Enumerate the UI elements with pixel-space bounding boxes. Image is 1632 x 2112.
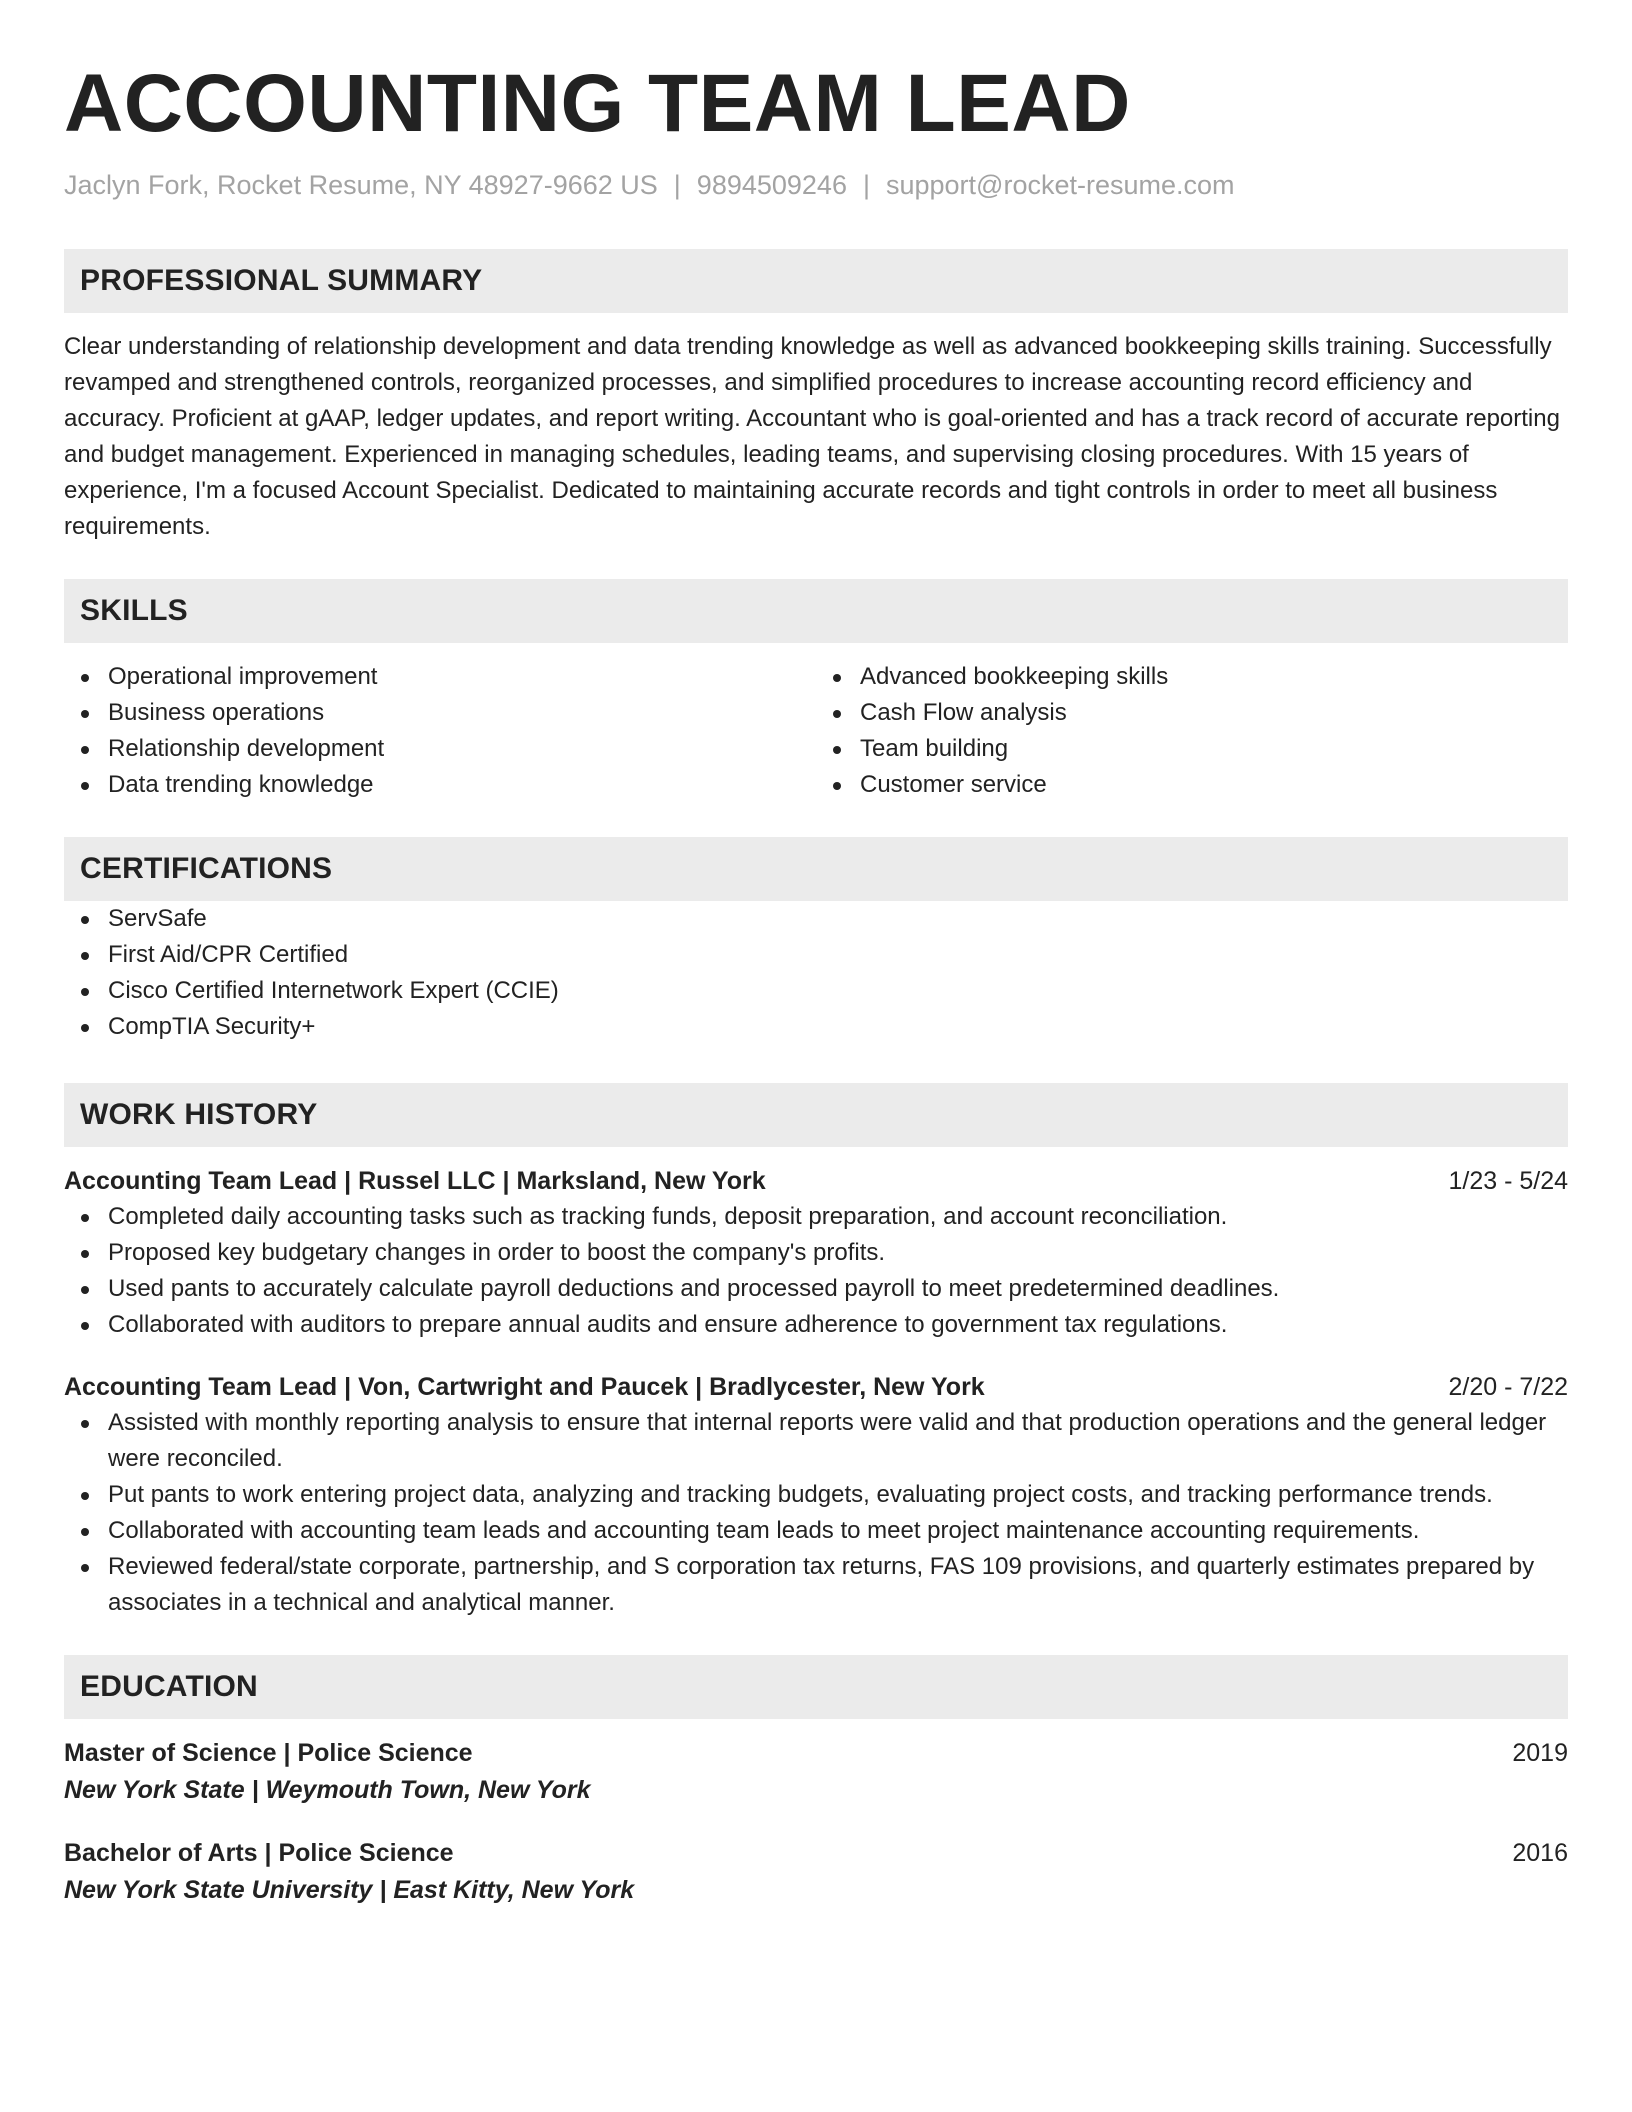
certification-item: ServSafe (64, 901, 1568, 937)
education-entry (64, 1735, 1568, 1809)
summary-text: Clear understanding of relationship development and data trending knowledge as well as advanced bookkeeping skills training. Successfully revamped and strengthened controls, reorganized processes, and simplified procedures to increase accounting record efficiency and accuracy. Proficient at gAAP, ledger updates, and report writing. Accountant who is goal-oriented and has a track record of accurate reporting and budget management. Experienced in managing schedules, leading teams, and supervising closing procedures. With 15 years of experience, I'm a focused Account Specialist. Dedicated to maintaining accurate records and tight controls in order to meet all business requirements. (64, 333, 1560, 540)
section-heading-skills: SKILLS (64, 579, 1568, 643)
job-entry (64, 1163, 1568, 1343)
skill-item: Data trending knowledge (64, 767, 816, 803)
job-bullet: Reviewed federal/state corporate, partnership, and S corporation tax returns, FAS 109 provisions, and quarterly estimates prepared by associates in a technical and analytical manner. (64, 1549, 1568, 1621)
skill-item: Customer service (816, 767, 1568, 803)
certification-item: First Aid/CPR Certified (64, 937, 1568, 973)
job-bullet: Proposed key budgetary changes in order to boost the company's profits. (64, 1235, 1568, 1271)
job-dates: 1/23 - 5/24 (1448, 1167, 1568, 1195)
skills-grid (64, 659, 1568, 803)
section-heading-summary: PROFESSIONAL SUMMARY (64, 249, 1568, 313)
section-heading-certifications: CERTIFICATIONS (64, 837, 1568, 901)
degree: Bachelor of Arts | Police Science (64, 1839, 454, 1867)
graduation-year: 2016 (1512, 1839, 1568, 1867)
page-title: ACCOUNTING TEAM LEAD (64, 58, 1131, 149)
contact-separator: | (673, 170, 681, 200)
job-title: Accounting Team Lead | Von, Cartwright and Paucek | Bradlycester, New York (64, 1373, 985, 1401)
skills-column-right (816, 659, 1568, 803)
certification-item: Cisco Certified Internetwork Expert (CCIE) (64, 973, 1568, 1009)
skill-item: Operational improvement (64, 659, 816, 695)
certifications-list (64, 901, 1568, 1045)
contact-line (64, 167, 1568, 203)
education-header (64, 1735, 1568, 1771)
job-bullets (64, 1199, 1568, 1343)
job-header (64, 1163, 1568, 1199)
job-dates: 2/20 - 7/22 (1448, 1373, 1568, 1401)
job-bullets (64, 1405, 1568, 1621)
job-entry (64, 1369, 1568, 1621)
school-name: New York State University | East Kitty, New York (64, 1876, 635, 1904)
contact-email: support@rocket-resume.com (885, 170, 1235, 200)
education-header (64, 1835, 1568, 1871)
contact-address: Jaclyn Fork, Rocket Resume, NY 48927-9662 US (64, 170, 658, 200)
skill-item: Cash Flow analysis (816, 695, 1568, 731)
school-name: New York State | Weymouth Town, New York (64, 1776, 591, 1804)
certification-item: CompTIA Security+ (64, 1009, 1568, 1045)
education-entry (64, 1835, 1568, 1909)
section-heading-work-history: WORK HISTORY (64, 1083, 1568, 1147)
job-bullet: Used pants to accurately calculate payroll deductions and processed payroll to meet predetermined deadlines. (64, 1271, 1568, 1307)
job-bullet: Assisted with monthly reporting analysis to ensure that internal reports were valid and that production operations and the general ledger were reconciled. (64, 1405, 1568, 1477)
contact-phone: 9894509246 (696, 170, 847, 200)
skills-column-left (64, 659, 816, 803)
skill-item: Advanced bookkeeping skills (816, 659, 1568, 695)
job-bullet: Put pants to work entering project data, analyzing and tracking budgets, evaluating project costs, and tracking performance trends. (64, 1477, 1568, 1513)
section-heading-education: EDUCATION (64, 1655, 1568, 1719)
job-header (64, 1369, 1568, 1405)
graduation-year: 2019 (1512, 1739, 1568, 1767)
job-bullet: Completed daily accounting tasks such as tracking funds, deposit preparation, and account reconciliation. (64, 1199, 1568, 1235)
degree: Master of Science | Police Science (64, 1739, 473, 1767)
skill-item: Relationship development (64, 731, 816, 767)
skill-item: Team building (816, 731, 1568, 767)
contact-separator: | (862, 170, 870, 200)
job-bullet: Collaborated with accounting team leads and accounting team leads to meet project maintenance accounting requirements. (64, 1513, 1568, 1549)
job-bullet: Collaborated with auditors to prepare annual audits and ensure adherence to government tax regulations. (64, 1307, 1568, 1343)
job-title: Accounting Team Lead | Russel LLC | Marksland, New York (64, 1167, 766, 1195)
skill-item: Business operations (64, 695, 816, 731)
